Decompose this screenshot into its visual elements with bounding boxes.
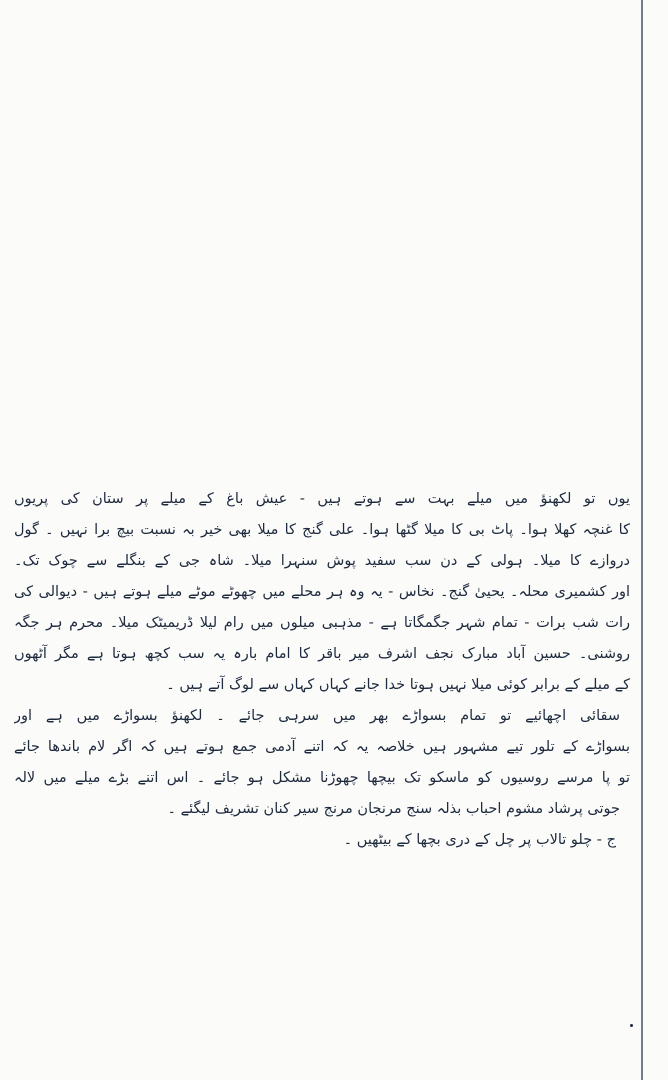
text-line: دروازے کا میلا۔ ہولی کے دن سب سفید پوش سنہرا میلا۔ شاہ جی کے بنگلے سے چوک تک۔ <box>14 553 630 569</box>
text-line: رات شب برات - تمام شہر جگمگاتا ہے - مذہبی میلوں میں رام لیلا ڈریمیٹک میلا۔ محرم ہر جگہ <box>14 615 630 631</box>
text-line: بسواڑے کے تلور تیے مشہور ہیں خلاصہ یہ کہ اتنے آدمی جمع ہوتے ہیں کہ اگر لام باندھا جائے <box>14 739 630 755</box>
text-line: سقائی اچھائیے تو تمام بسواڑے بھر میں سرہی جائے ۔ لکھنؤ بسواڑے میں ہے اور <box>14 708 620 724</box>
text-line: جوتی پرشاد مشوم احباب بذلہ سنج مرنجان مرنج سیر کنان تشریف لیگئے ۔ <box>167 801 620 817</box>
text-line: کے میلے کے برابر کوئی میلا نہیں ہوتا خدا جانے کہاں کہاں سے لوگ آتے ہیں ۔ <box>166 677 630 693</box>
text-line: روشنی۔ حسین آباد مبارک نجف اشرف میر باقر کا امام بارہ یہ سب کچھ ہوتا ہے مگر آٹھوں <box>14 646 630 662</box>
text-line: یوں تو لکھنؤ میں میلے بہت سے ہوتے ہیں - عیش باغ کے میلے پر ستان کی پریوں <box>14 491 630 507</box>
manuscript-text <box>14 484 630 856</box>
text-line: ج - چلو تالاب پر چل کے دری بچھا کے بیٹھیں ۔ <box>343 832 616 848</box>
text-line: اور کشمیری محلہ۔ یحییٰ گنج۔ نخاس - یہ وہ ہر محلے میں چھوٹے موٹے میلے ہوتے ہیں - دیوالی کی <box>14 584 630 600</box>
margin-rule <box>641 0 643 1080</box>
page-mark <box>630 1024 633 1027</box>
text-line: کا غنچہ کھلا ہوا۔ پاٹ بی کا میلا گٹھا ہوا۔ علی گنج کا میلا بھی خیر بہ نسبت بیچ برا نہیں ۔ گول <box>14 522 630 538</box>
text-line: تو پا مرسے روسیوں کو ماسکو تک بیچھا چھوڑنا مشکل ہو جائے ۔ اس اتنے بڑے میلے میں لالہ <box>14 770 630 786</box>
